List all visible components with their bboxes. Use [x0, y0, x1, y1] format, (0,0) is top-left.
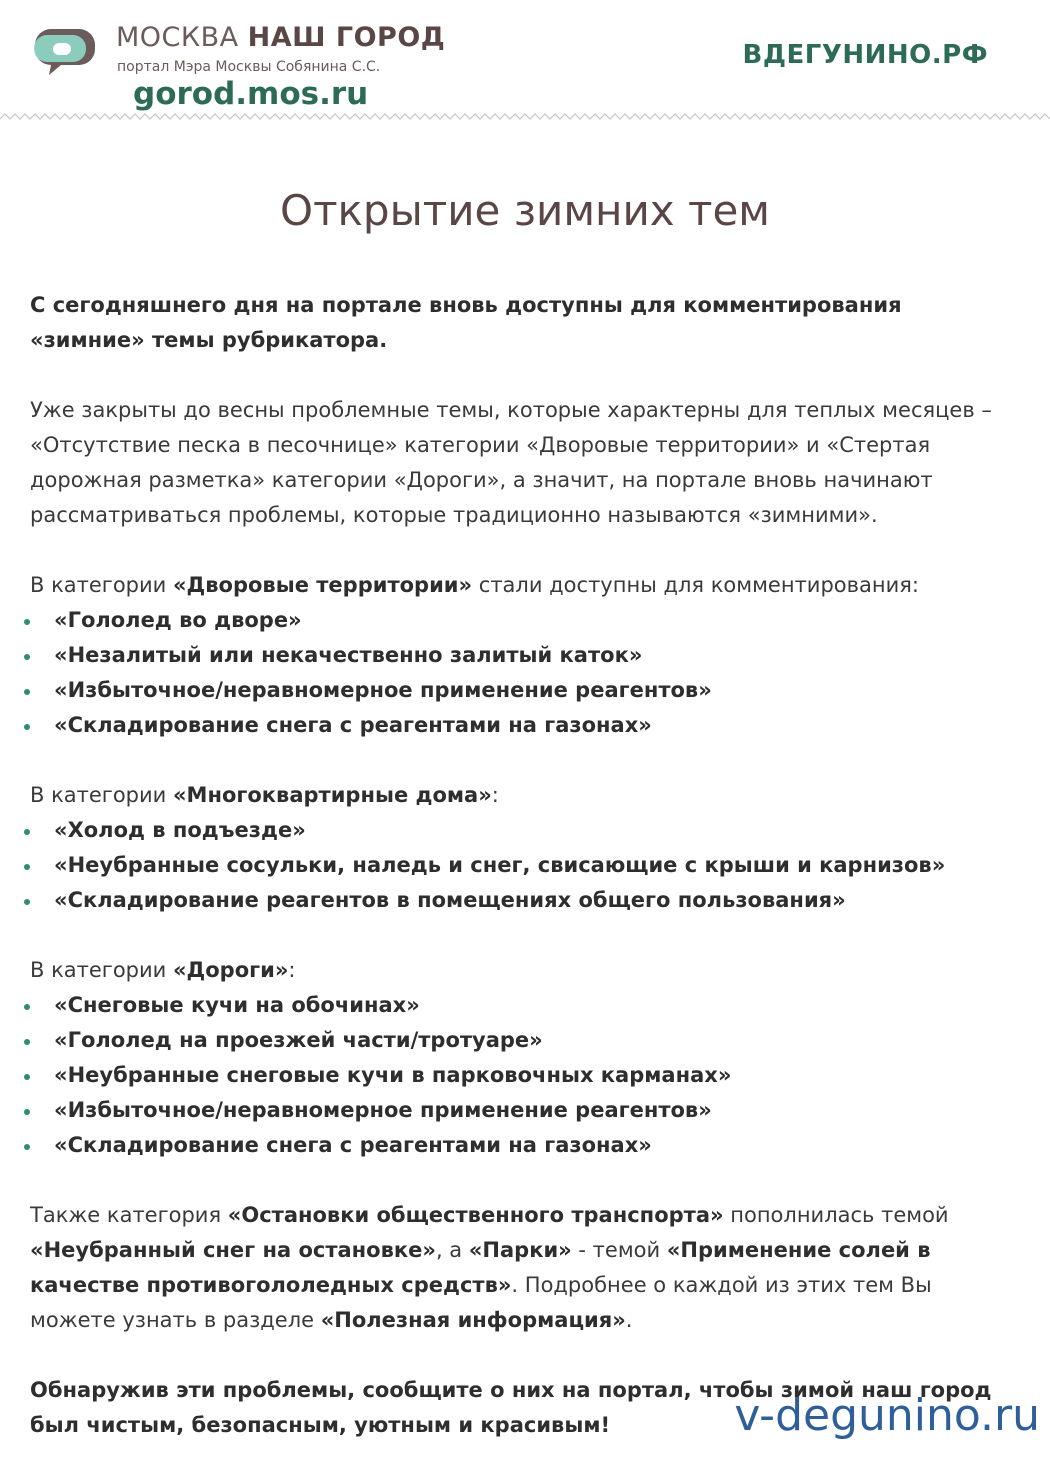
category-intro: В категории «Многоквартирные дома»:: [30, 783, 499, 807]
bullet-icon: [24, 654, 30, 660]
category-intro: В категории «Дороги»:: [30, 958, 296, 982]
category-sections: [30, 568, 1020, 1163]
category-topic-list: [30, 813, 1020, 918]
bullet-icon: [24, 1004, 30, 1010]
category-name: «Дороги»: [172, 958, 289, 982]
bullet-icon: [24, 1039, 30, 1045]
speech-bubble-logo-icon: [33, 25, 97, 77]
list-item: «Гололед на проезжей части/тротуаре»: [30, 1023, 1020, 1058]
bullet-icon: [24, 829, 30, 835]
bullet-icon: [24, 1109, 30, 1115]
category-topic-list: [30, 988, 1020, 1163]
header-divider: [0, 113, 1050, 121]
watermark: v-degunino.ru: [734, 1390, 1040, 1441]
list-item: «Складирование снега с реагентами на газонах»: [30, 1128, 1020, 1163]
bullet-icon: [24, 689, 30, 695]
intro-paragraph: Уже закрыты до весны проблемные темы, которые характерны для теплых месяцев – «Отсутствие песка в песочнице» категории «Дворовые территории» и «Стертая дорожная разметка» категории «Дороги», а значит, на портале вновь начинают рассматриваться проблемы, которые традиционно называются «зимними».: [30, 398, 992, 527]
bullet-icon: [24, 864, 30, 870]
list-item: «Неубранные снеговые кучи в парковочных карманах»: [30, 1058, 1020, 1093]
list-item: «Избыточное/неравномерное применение реагентов»: [30, 673, 1020, 708]
bullet-icon: [24, 724, 30, 730]
category-name: «Многоквартирные дома»: [172, 783, 492, 807]
page-title: Открытие зимних тем: [280, 186, 770, 235]
list-item: «Снеговые кучи на обочинах»: [30, 988, 1020, 1023]
lead-paragraph: С сегодняшнего дня на портале вновь доступны для комментирования «зимние» темы рубрикатора.: [30, 293, 902, 352]
extra-paragraph: Также категория «Остановки общественного транспорта» пополнилась темой «Неубранный снег на остановке», а «Парки» - темой «Применение солей в качестве противогололедных средств». Подробнее о каждой из этих тем Вы можете узнать в разделе «Полезная информация».: [30, 1203, 949, 1332]
closing-paragraph: Обнаружив эти проблемы, сообщите о них на портал, чтобы зимой наш город был чистым, безопасным, уютным и красивым!: [30, 1378, 992, 1437]
list-item: «Неубранные сосульки, наледь и снег, свисающие с крыши и карнизов»: [30, 848, 1020, 883]
bullet-icon: [24, 1074, 30, 1080]
bullet-icon: [24, 619, 30, 625]
bullet-icon: [24, 1144, 30, 1150]
site-header: [0, 0, 1050, 120]
article-body: [30, 288, 1020, 1443]
list-item: «Избыточное/неравномерное применение реагентов»: [30, 1093, 1020, 1128]
brand-name[interactable]: МОСКВА НАШ ГОРОД: [116, 22, 446, 53]
brand-subtitle: портал Мэра Москвы Собянина С.С.: [117, 59, 381, 75]
list-item: «Гололед во дворе»: [30, 603, 1020, 638]
list-item: «Незалитый или некачественно залитый каток»: [30, 638, 1020, 673]
list-item: «Складирование реагентов в помещениях общего пользования»: [30, 883, 1020, 918]
category-topic-list: [30, 603, 1020, 743]
bullet-icon: [24, 899, 30, 905]
site-name-overlay: ВДЕГУНИНО.РФ: [742, 40, 988, 70]
category-name: «Дворовые территории»: [172, 573, 473, 597]
category-intro: В категории «Дворовые территории» стали доступны для комментирования:: [30, 573, 919, 597]
list-item: «Холод в подъезде»: [30, 813, 1020, 848]
site-url-overlay: gorod.mos.ru: [133, 76, 369, 112]
list-item: «Складирование снега с реагентами на газонах»: [30, 708, 1020, 743]
